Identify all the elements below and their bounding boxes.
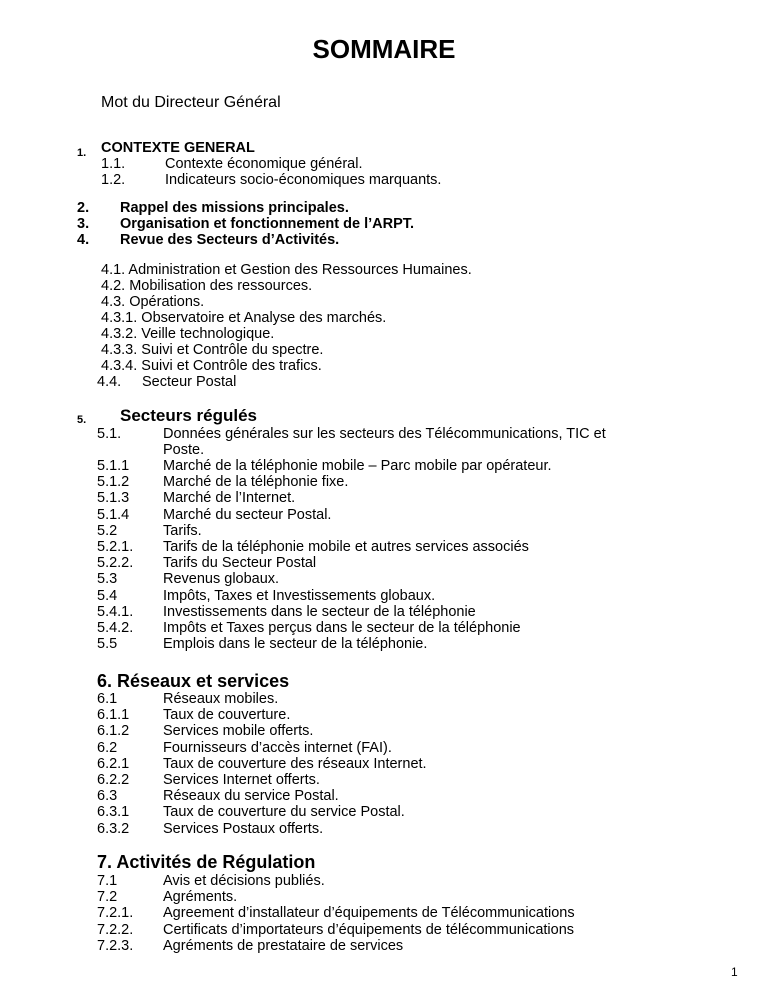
toc-item: 4.3.3. Suivi et Contrôle du spectre.: [101, 342, 324, 358]
toc-item-number: 5.2: [97, 522, 118, 539]
toc-mot-directeur: Mot du Directeur Général: [101, 94, 281, 111]
toc-item-number: 5.5: [97, 636, 118, 653]
section-2-number: 2.: [77, 200, 90, 216]
toc-item-text: Tarifs de la téléphonie mobile et autres services associés: [163, 539, 529, 555]
toc-item-number: 7.2.2.: [97, 921, 134, 938]
toc-item-number: 5.4.2.: [97, 620, 134, 636]
page-number: 1: [731, 965, 738, 979]
section-1-number: 1.: [77, 147, 87, 159]
toc-item-number: 5.1.3: [97, 490, 130, 507]
toc-item-text: Indicateurs socio-économiques marquants.: [165, 172, 442, 188]
toc-item: 4.2. Mobilisation des ressources.: [101, 278, 313, 294]
toc-item: 4.3.2. Veille technologique.: [101, 326, 275, 342]
toc-item-text: Taux de couverture des réseaux Internet.: [163, 755, 427, 772]
toc-item-text: Investissements dans le secteur de la téléphonie: [163, 603, 476, 620]
section-4-heading: Revue des Secteurs d’Activités.: [120, 232, 340, 248]
section-5-number: 5.: [77, 414, 87, 426]
toc-item-text: Données générales sur les secteurs des Télécommunications, TIC et: [163, 426, 606, 442]
toc-item-text: Certificats d’importateurs d’équipements de télécommunications: [163, 921, 575, 938]
toc-item-number: 6.3: [97, 788, 118, 805]
toc-item-number: 5.1.: [97, 426, 122, 442]
toc-item-text: Services mobile offerts.: [163, 723, 314, 740]
toc-item-text: Avis et décisions publiés.: [163, 873, 325, 889]
toc-item-text: Marché du secteur Postal.: [163, 506, 332, 523]
toc-item-number: 6.2.2: [97, 772, 130, 788]
toc-item-text: Tarifs.: [163, 522, 202, 539]
toc-item: 4.3.1. Observatoire et Analyse des marchés.: [101, 310, 387, 326]
toc-item-number: 5.2.2.: [97, 555, 134, 572]
toc-item-number: 5.1.1: [97, 458, 130, 474]
toc-item-number: 6.1: [97, 691, 118, 707]
section-2-heading: Rappel des missions principales.: [120, 200, 349, 216]
toc-item-text: Réseaux du service Postal.: [163, 788, 339, 805]
toc-item-number: 5.4: [97, 587, 118, 604]
toc-item-text: Fournisseurs d’accès internet (FAI).: [163, 739, 392, 756]
toc-item-number: 4.4.: [97, 374, 122, 390]
toc-item-text: Marché de la téléphonie fixe.: [163, 474, 349, 491]
section-7-heading: 7. Activités de Régulation: [97, 852, 316, 872]
toc-item-number: 5.3: [97, 571, 118, 588]
toc-item: 4.1. Administration et Gestion des Ressources Humaines.: [101, 262, 472, 278]
toc-item-text: Services Internet offerts.: [163, 772, 320, 788]
toc-item-text: Services Postaux offerts.: [163, 820, 324, 837]
toc-item-text: Impôts et Taxes perçus dans le secteur de la téléphonie: [163, 620, 521, 636]
toc-item-text: Tarifs du Secteur Postal: [163, 555, 317, 572]
toc-item-number: 5.4.1.: [97, 603, 134, 620]
toc-item-number: 6.3.1: [97, 804, 130, 821]
toc-item: 4.3.4. Suivi et Contrôle des trafics.: [101, 358, 322, 374]
toc-item-number: 6.2.1: [97, 755, 130, 772]
toc-item-text: Agréments.: [163, 889, 238, 906]
toc-item-text: Taux de couverture.: [163, 707, 291, 724]
toc-item-number: 6.1.2: [97, 723, 130, 740]
toc-item-number: 7.2.1.: [97, 905, 134, 922]
section-4-number: 4.: [77, 232, 90, 248]
page-title: SOMMAIRE: [312, 34, 456, 64]
section-6-heading: 6. Réseaux et services: [97, 671, 290, 691]
toc-item-text: Réseaux mobiles.: [163, 691, 279, 707]
toc-item-number: 1.2.: [101, 172, 126, 188]
toc-item-text: Taux de couverture du service Postal.: [163, 804, 405, 821]
toc-item-number: 5.1.4: [97, 506, 130, 523]
toc-item-number: 5.1.2: [97, 474, 130, 491]
toc-item-text: Marché de l’Internet.: [163, 490, 296, 507]
toc-item-continuation: Poste.: [163, 442, 205, 458]
toc-item-text: Marché de la téléphonie mobile – Parc mobile par opérateur.: [163, 458, 552, 474]
toc-item-number: 7.2: [97, 889, 118, 906]
toc-item-number: 6.1.1: [97, 707, 130, 724]
toc-item-text: Emplois dans le secteur de la téléphonie.: [163, 636, 428, 653]
toc-item-text: Impôts, Taxes et Investissements globaux.: [163, 587, 436, 604]
toc-item-number: 6.3.2: [97, 820, 130, 837]
toc-item: 4.3. Opérations.: [101, 294, 205, 310]
toc-item-number: 5.2.1.: [97, 539, 134, 555]
toc-item-text: Contexte économique général.: [165, 156, 363, 172]
section-5-heading: Secteurs régulés: [120, 406, 258, 425]
toc-item-number: 6.2: [97, 739, 118, 756]
toc-item-text: Revenus globaux.: [163, 571, 280, 588]
toc-item-text: Secteur Postal: [142, 374, 237, 390]
section-3-heading: Organisation et fonctionnement de l’ARPT.: [120, 216, 415, 232]
toc-item-number: 7.1: [97, 873, 118, 889]
section-1-heading: CONTEXTE GENERAL: [101, 140, 255, 156]
toc-item-text: Agréments de prestataire de services: [163, 937, 404, 954]
toc-item-number: 7.2.3.: [97, 937, 134, 954]
toc-item-number: 1.1.: [101, 156, 126, 172]
toc-item-text: Agreement d’installateur d’équipements de Télécommunications: [163, 905, 575, 922]
section-3-number: 3.: [77, 216, 90, 232]
